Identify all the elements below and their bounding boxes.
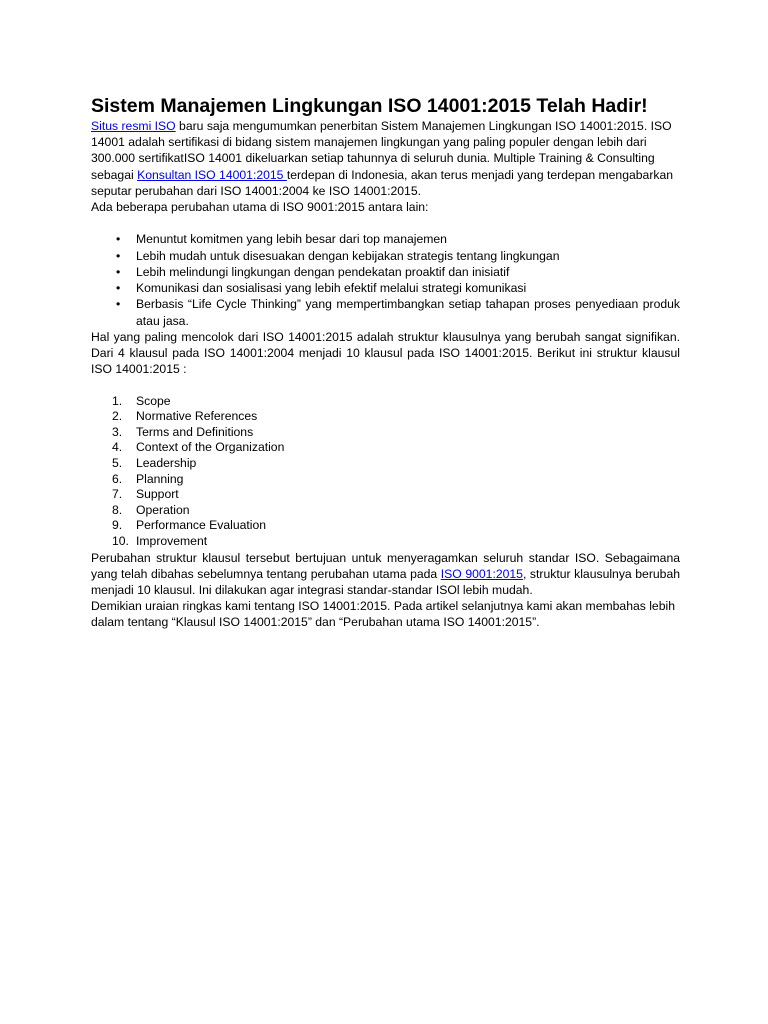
clause-item	[91, 518, 680, 534]
clause-label: Improvement	[136, 533, 208, 548]
list-item	[91, 296, 680, 329]
clause-label: Context of the Organization	[136, 440, 285, 455]
clause-label: Scope	[136, 393, 171, 408]
situs-resmi-iso-link[interactable]: Situs resmi ISO	[91, 119, 176, 133]
clause-label: Normative References	[136, 409, 258, 424]
bullet-icon: •	[116, 264, 121, 279]
list-item	[91, 264, 680, 280]
intro-paragraph	[91, 118, 680, 199]
clause-number: 1.	[112, 393, 123, 408]
clause-label: Planning	[136, 471, 184, 486]
clause-number: 8.	[112, 502, 123, 517]
clause-number: 4.	[112, 440, 123, 455]
clause-item	[91, 425, 680, 441]
iso-9001-2015-link[interactable]: ISO 9001:2015	[440, 566, 523, 581]
document-title: Sistem Manajemen Lingkungan ISO 14001:2015 Telah Hadir!	[91, 95, 648, 117]
purpose-text-1: Perubahan struktur klausul tersebut bertujuan untuk menyeragamkan seluruh standar ISO. Sebagaimana yang telah dibahas sebelumnya tentang perubahan utama pada	[91, 550, 680, 581]
konsultan-iso-14001-link[interactable]: Konsultan ISO 14001:2015	[137, 167, 287, 182]
changes-list	[91, 231, 680, 329]
clause-item	[91, 534, 680, 550]
clause-label: Support	[136, 487, 179, 502]
clause-label: Performance Evaluation	[136, 518, 267, 533]
clause-number: 3.	[112, 424, 123, 439]
list-item-text: Lebih mudah untuk disesuakan dengan kebijakan strategis tentang lingkungan	[136, 248, 560, 263]
bullet-icon: •	[116, 297, 121, 312]
clause-item	[91, 394, 680, 410]
list-item	[91, 231, 680, 247]
list-item-text: Berbasis “Life Cycle Thinking” yang mempertimbangkan setiap tahapan proses penyediaan produk atau jasa.	[136, 297, 680, 328]
intro-text-1: baru saja mengumumkan penerbitan Sistem Manajemen Lingkungan ISO 14001:2015. ISO 14001 adalah sertifikasi di bidang sistem manajemen lingkungan yang paling populer dengan lebih dari 300.000 sertifikatISO 14001 dikeluarkan setiap tahunnya di seluruh dunia. Multiple Training & Consulting sebagai	[91, 119, 672, 182]
list-item-text: Komunikasi dan sosialisasi yang lebih efektif melalui strategi komunikasi	[136, 281, 527, 296]
clause-item	[91, 487, 680, 503]
list-item-text: Menuntut komitmen yang lebih besar dari top manajemen	[136, 232, 447, 247]
clause-number: 10.	[112, 533, 129, 548]
bullet-icon: •	[116, 248, 121, 263]
clause-item	[91, 503, 680, 519]
clause-label: Operation	[136, 502, 190, 517]
bullet-icon: •	[116, 232, 121, 247]
clause-number: 2.	[112, 409, 123, 424]
clause-number: 9.	[112, 518, 123, 533]
clause-number: 7.	[112, 487, 123, 502]
clause-label: Terms and Definitions	[136, 424, 254, 439]
purpose-paragraph	[91, 550, 680, 599]
clause-item	[91, 456, 680, 472]
clause-item	[91, 472, 680, 488]
clause-number: 6.	[112, 471, 123, 486]
clause-list	[91, 394, 680, 550]
purpose-text-2: , struktur klausulnya berubah menjadi 10 klausul. Ini dilakukan agar integrasi standar-standar ISOl lebih mudah.	[91, 566, 680, 597]
intro-text-2: terdepan di Indonesia, akan terus menjadi yang terdepan mengabarkan seputar perubahan dari ISO 14001:2004 ke ISO 14001:2015.	[91, 167, 674, 198]
clause-label: Leadership	[136, 455, 197, 470]
list-item-text: Lebih melindungi lingkungan dengan pendekatan proaktif dan inisiatif	[136, 264, 510, 279]
closing-paragraph: Demikian uraian ringkas kami tentang ISO 14001:2015. Pada artikel selanjutnya kami akan membahas lebih dalam tentang “Klausul ISO 14001:2015” dan “Perubahan utama ISO 14001:2015”.	[91, 599, 675, 630]
structure-intro: Hal yang paling mencolok dari ISO 14001:2015 adalah struktur klausulnya yang berubah sangat signifikan. Dari 4 klausul pada ISO 14001:2004 menjadi 10 klausul pada ISO 14001:2015. Berikut ini struktur klausul ISO 14001:2015 :	[91, 330, 680, 377]
clause-number: 5.	[112, 455, 123, 470]
changes-intro: Ada beberapa perubahan utama di ISO 9001:2015 antara lain:	[91, 200, 429, 215]
list-item	[91, 280, 680, 296]
list-item	[91, 248, 680, 264]
clause-item	[91, 409, 680, 425]
bullet-icon: •	[116, 281, 121, 296]
clause-item	[91, 440, 680, 456]
